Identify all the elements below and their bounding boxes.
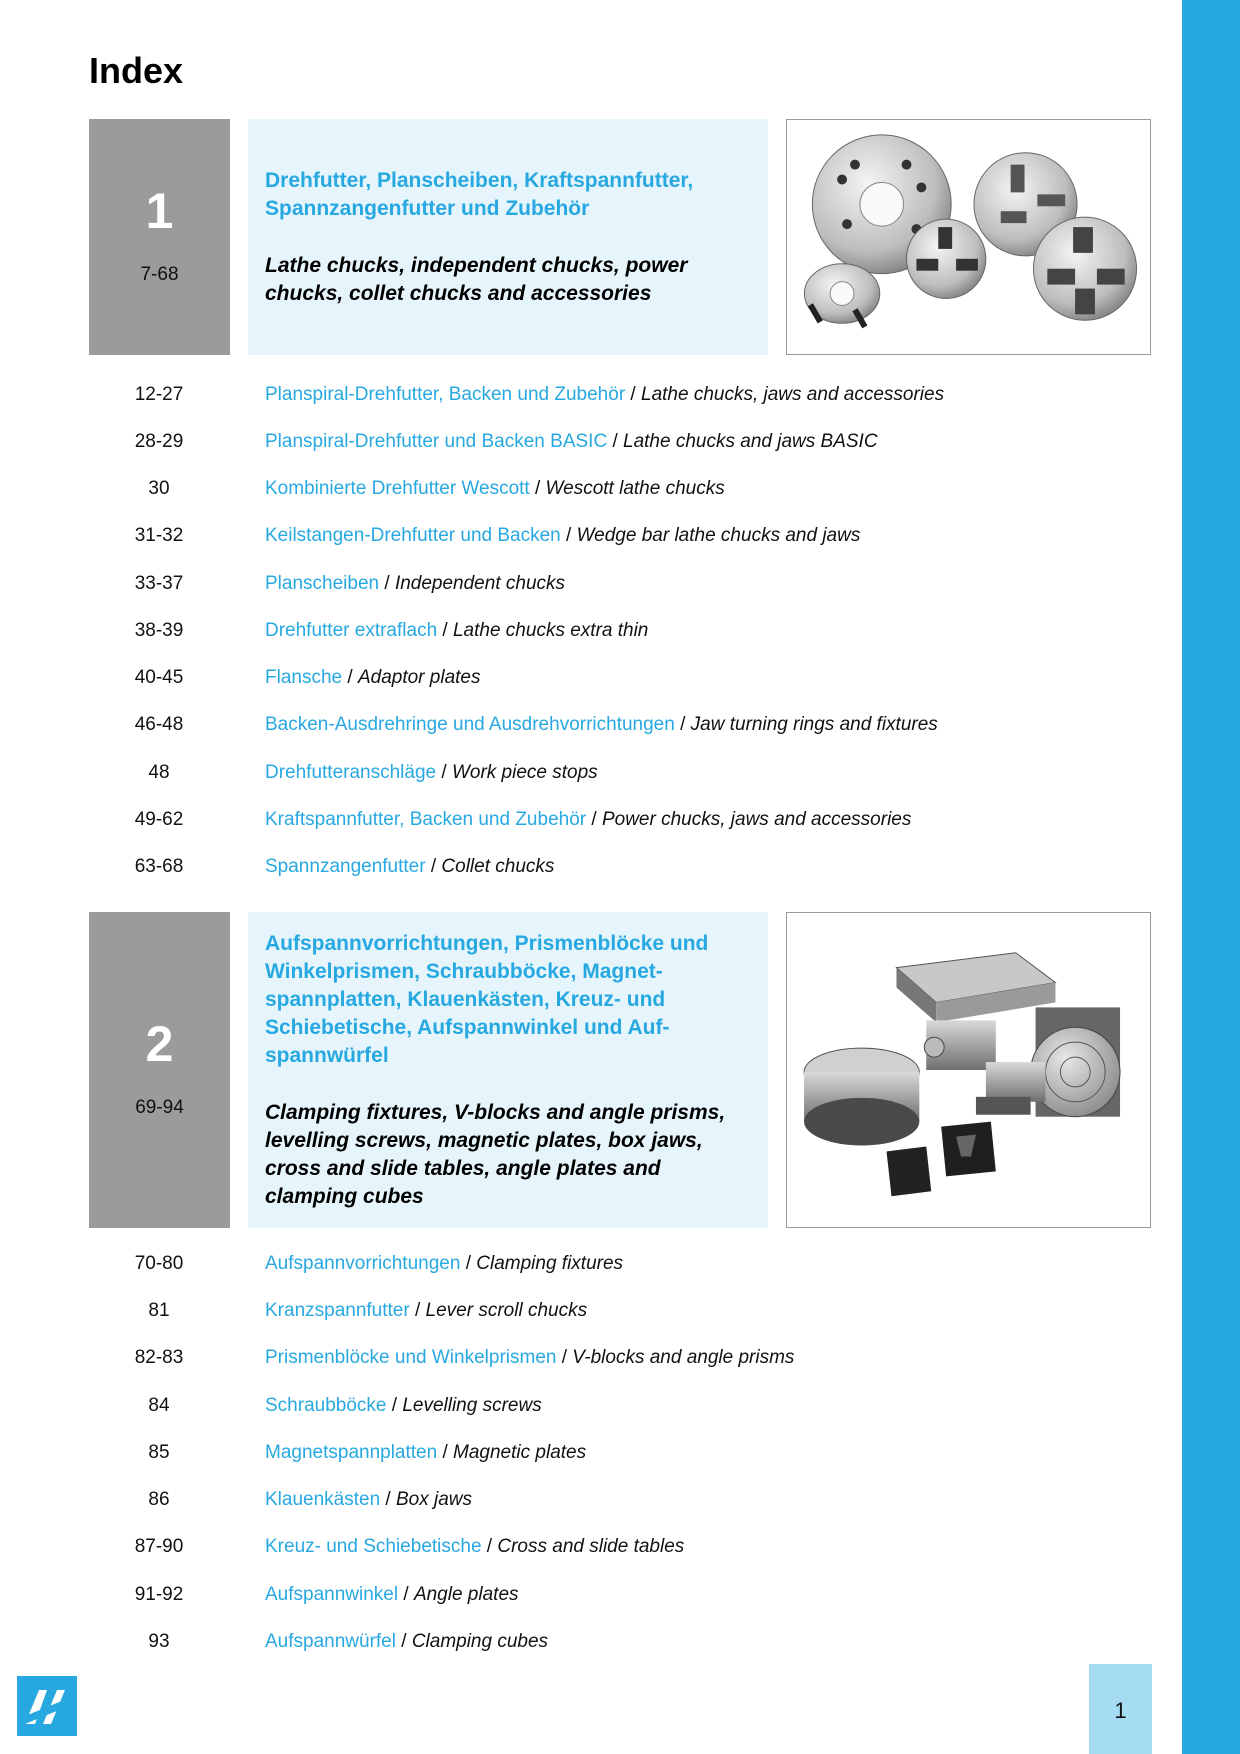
section-1-page-range: 7-68 bbox=[140, 264, 179, 285]
list-item[interactable]: 81 Kranzspannfutter / Lever scroll chucks bbox=[0, 1296, 1160, 1326]
entry-title-de[interactable]: Keilstangen-Drehfutter und Backen bbox=[265, 525, 561, 546]
list-item[interactable]: 91-92 Aufspannwinkel / Angle plates bbox=[0, 1580, 1160, 1610]
entry-pages: 87-90 bbox=[134, 1536, 184, 1557]
entry-pages: 46-48 bbox=[134, 714, 184, 735]
list-item[interactable]: 85 Magnetspannplatten / Magnetic plates bbox=[0, 1438, 1160, 1468]
entry-pages: 82-83 bbox=[134, 1347, 184, 1368]
entry-pages: 48 bbox=[148, 762, 170, 783]
entry-title-en: V-blocks and angle prisms bbox=[572, 1347, 795, 1368]
entry-title-de[interactable]: Drehfutteranschläge bbox=[265, 762, 437, 783]
entry-title-en: Box jaws bbox=[396, 1489, 473, 1510]
entry-title-en: Adaptor plates bbox=[357, 667, 481, 688]
page-number-box bbox=[1089, 1664, 1152, 1754]
entry-title-en: Independent chucks bbox=[394, 573, 566, 594]
entry-pages: 28-29 bbox=[134, 431, 184, 452]
list-item[interactable]: 33-37 Planscheiben / Independent chucks bbox=[0, 569, 1160, 599]
entry-title-en: Cross and slide tables bbox=[497, 1536, 685, 1557]
entry-title-de[interactable]: Drehfutter extraflach bbox=[265, 620, 438, 641]
entry-pages: 49-62 bbox=[134, 809, 184, 830]
entry-title-de[interactable]: Planspiral-Drehfutter und Backen BASIC bbox=[265, 431, 608, 452]
entry-pages: 86 bbox=[148, 1489, 170, 1510]
entry-pages: 31-32 bbox=[134, 525, 184, 546]
entry-title-de[interactable]: Planscheiben bbox=[265, 573, 380, 594]
list-item[interactable]: 86 Klauenkästen / Box jaws bbox=[0, 1485, 1160, 1515]
entry-title-en: Power chucks, jaws and accessories bbox=[601, 809, 912, 830]
right-accent-bar bbox=[1182, 0, 1240, 1754]
entry-title-de[interactable]: Magnetspannplatten bbox=[265, 1442, 438, 1463]
entry-pages: 33-37 bbox=[134, 573, 184, 594]
entry-title-en: Levelling screws bbox=[402, 1395, 542, 1416]
page-number: 1 bbox=[1114, 1698, 1127, 1723]
entry-title-en: Clamping cubes bbox=[411, 1631, 549, 1652]
company-logo-icon bbox=[17, 1676, 77, 1736]
section-2-product-photo bbox=[786, 912, 1151, 1228]
entry-pages: 70-80 bbox=[134, 1253, 184, 1274]
section-2-description-panel bbox=[248, 912, 768, 1228]
entry-title-de[interactable]: Klauenkästen bbox=[265, 1489, 381, 1510]
entry-title-en: Lathe chucks, jaws and accessories bbox=[641, 384, 945, 405]
entry-title-de[interactable]: Prismenblöcke und Winkelprismen bbox=[265, 1347, 557, 1368]
list-item[interactable]: 28-29 Planspiral-Drehfutter und Backen BASIC / Lathe chucks and jaws BASIC bbox=[0, 427, 1160, 457]
list-item[interactable]: 87-90 Kreuz- und Schiebetische / Cross and slide tables bbox=[0, 1532, 1160, 1562]
entry-title-en: Lever scroll chucks bbox=[425, 1300, 588, 1321]
entry-title-de[interactable]: Spannzangenfutter bbox=[265, 856, 426, 877]
section-2-number-box bbox=[89, 912, 230, 1228]
list-item[interactable]: 30 Kombinierte Drehfutter Wescott / Wescott lathe chucks bbox=[0, 474, 1160, 504]
entry-title-de[interactable]: Aufspannvorrichtungen bbox=[265, 1253, 461, 1274]
entry-pages: 40-45 bbox=[134, 667, 184, 688]
list-item[interactable]: 38-39 Drehfutter extraflach / Lathe chucks extra thin bbox=[0, 616, 1160, 646]
section-1-product-photo bbox=[786, 119, 1151, 355]
section-1-title-en: Lathe chucks, independent chucks, power chucks, collet chucks and accessories bbox=[265, 254, 688, 305]
page-title: Index bbox=[89, 50, 184, 91]
entry-title-en: Work piece stops bbox=[451, 762, 598, 783]
list-item[interactable]: 48 Drehfutteranschläge / Work piece stops bbox=[0, 758, 1160, 788]
entry-title-en: Magnetic plates bbox=[453, 1442, 587, 1463]
entry-title-en: Collet chucks bbox=[441, 856, 555, 877]
section-1-title-de: Drehfutter, Planscheiben, Kraftspannfutter, Spannzangenfutter und Zubehör bbox=[265, 169, 694, 220]
entry-title-de[interactable]: Planspiral-Drehfutter, Backen und Zubehör bbox=[265, 384, 626, 405]
list-item[interactable]: 31-32 Keilstangen-Drehfutter und Backen / Wedge bar lathe chucks and jaws bbox=[0, 521, 1160, 551]
list-item[interactable]: 12-27 Planspiral-Drehfutter, Backen und Zubehör / Lathe chucks, jaws and accessories bbox=[0, 380, 1160, 410]
clamping-fixtures-image bbox=[787, 913, 1150, 1227]
section-1-number-box bbox=[89, 119, 230, 355]
entry-pages: 38-39 bbox=[134, 620, 184, 641]
entry-title-de[interactable]: Kreuz- und Schiebetische bbox=[265, 1536, 482, 1557]
entry-pages: 85 bbox=[148, 1442, 170, 1463]
section-2-page-range: 69-94 bbox=[135, 1097, 184, 1118]
entry-pages: 63-68 bbox=[134, 856, 184, 877]
entry-pages: 84 bbox=[148, 1395, 170, 1416]
entry-title-de[interactable]: Kombinierte Drehfutter Wescott bbox=[265, 478, 530, 499]
entry-title-de[interactable]: Aufspannwürfel bbox=[265, 1631, 396, 1652]
entry-pages: 30 bbox=[148, 478, 170, 499]
list-item[interactable]: 46-48 Backen-Ausdrehringe und Ausdrehvorrichtungen / Jaw turning rings and fixtures bbox=[0, 710, 1160, 740]
section-2-title-de: Aufspannvorrichtungen, Prismenblöcke und Winkelprismen, Schraubböcke, Magnet-spannplatten, Klauenkästen, Kreuz- und Schiebetische, Aufspannwinkel und Auf-spannwürfel bbox=[265, 932, 709, 1067]
entry-title-en: Angle plates bbox=[413, 1584, 519, 1605]
list-item[interactable]: 84 Schraubböcke / Levelling screws bbox=[0, 1391, 1160, 1421]
section-2-title-en: Clamping fixtures, V-blocks and angle prisms, levelling screws, magnetic plates, box jaws, cross and slide tables, angle plates and clamping cubes bbox=[265, 1101, 726, 1208]
lathe-chucks-image bbox=[787, 120, 1150, 354]
entry-title-de[interactable]: Kranzspannfutter bbox=[265, 1300, 410, 1321]
list-item[interactable]: 70-80 Aufspannvorrichtungen / Clamping fixtures bbox=[0, 1249, 1160, 1279]
section-1-number: 1 bbox=[145, 183, 174, 239]
entry-title-en: Clamping fixtures bbox=[476, 1253, 624, 1274]
entry-title-de[interactable]: Kraftspannfutter, Backen und Zubehör bbox=[265, 809, 587, 830]
entry-title-de[interactable]: Flansche bbox=[265, 667, 343, 688]
entry-title-de[interactable]: Aufspannwinkel bbox=[265, 1584, 399, 1605]
list-item[interactable]: 63-68 Spannzangenfutter / Collet chucks bbox=[0, 852, 1160, 882]
entry-title-en: Lathe chucks and jaws BASIC bbox=[623, 431, 878, 452]
list-item[interactable]: 49-62 Kraftspannfutter, Backen und Zubehör / Power chucks, jaws and accessories bbox=[0, 805, 1160, 835]
entry-pages: 81 bbox=[148, 1300, 170, 1321]
entry-title-en: Wescott lathe chucks bbox=[545, 478, 725, 499]
entry-title-en: Wedge bar lathe chucks and jaws bbox=[576, 525, 861, 546]
section-1-description-panel bbox=[248, 119, 768, 355]
entry-pages: 93 bbox=[148, 1631, 170, 1652]
entry-title-en: Jaw turning rings and fixtures bbox=[690, 714, 938, 735]
entry-title-de[interactable]: Backen-Ausdrehringe und Ausdrehvorrichtungen bbox=[265, 714, 675, 735]
list-item[interactable]: 40-45 Flansche / Adaptor plates bbox=[0, 663, 1160, 693]
entry-title-en: Lathe chucks extra thin bbox=[452, 620, 649, 641]
list-item[interactable]: 93 Aufspannwürfel / Clamping cubes bbox=[0, 1627, 1160, 1657]
section-2-number: 2 bbox=[145, 1016, 174, 1072]
list-item[interactable]: 82-83 Prismenblöcke und Winkelprismen / V-blocks and angle prisms bbox=[0, 1343, 1160, 1373]
entry-pages: 12-27 bbox=[134, 384, 184, 405]
entry-pages: 91-92 bbox=[134, 1584, 184, 1605]
entry-title-de[interactable]: Schraubböcke bbox=[265, 1395, 387, 1416]
